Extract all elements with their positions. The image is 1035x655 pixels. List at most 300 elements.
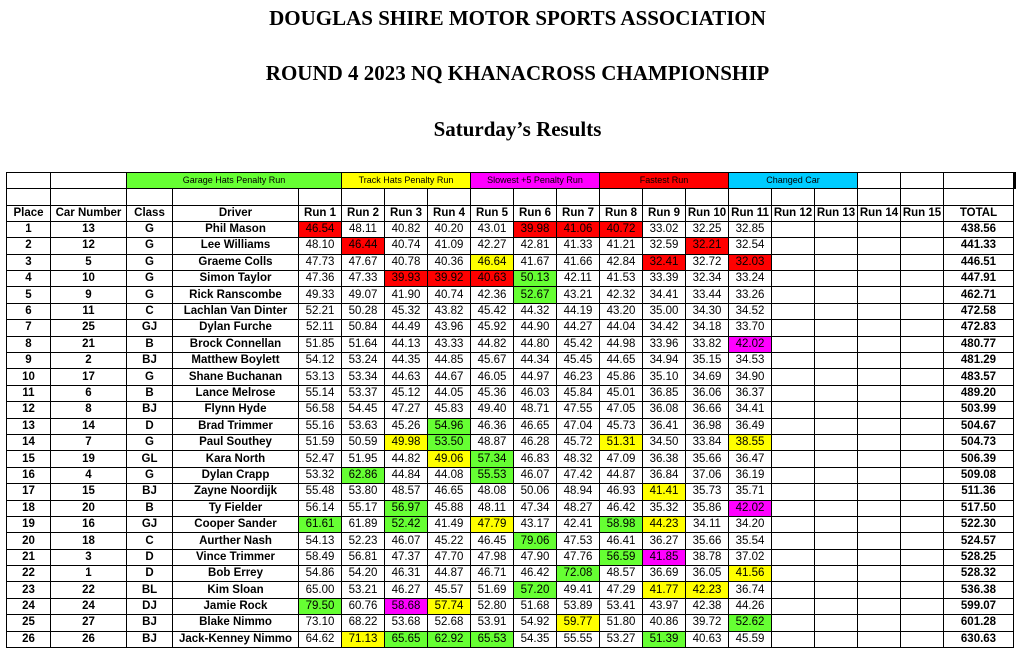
run-14-cell <box>858 631 901 647</box>
run-3-cell: 41.90 <box>385 287 428 303</box>
car-number-cell: 21 <box>51 336 127 352</box>
run-12-cell <box>772 598 815 614</box>
place-cell: 20 <box>7 533 51 549</box>
car-number-cell: 22 <box>51 582 127 598</box>
run-10-cell: 33.44 <box>686 287 729 303</box>
run-7-cell: 55.55 <box>557 631 600 647</box>
run-1-cell: 54.13 <box>299 533 342 549</box>
run-11-cell: 42.02 <box>729 500 772 516</box>
driver-cell: Vince Trimmer <box>173 549 299 565</box>
run-8-cell: 45.73 <box>600 418 643 434</box>
run-1-cell: 58.49 <box>299 549 342 565</box>
driver-cell: Zayne Noordijk <box>173 484 299 500</box>
car-number-cell: 6 <box>51 385 127 401</box>
run-14-cell <box>858 451 901 467</box>
run-9-cell: 36.08 <box>643 402 686 418</box>
run-3-cell: 48.57 <box>385 484 428 500</box>
car-number-cell: 17 <box>51 369 127 385</box>
run-1-cell: 55.14 <box>299 385 342 401</box>
run-2-cell: 48.11 <box>342 221 385 237</box>
run-5-cell: 43.01 <box>471 221 514 237</box>
run-7-cell: 48.27 <box>557 500 600 516</box>
run-4-cell: 43.82 <box>428 303 471 319</box>
total-cell: 506.39 <box>944 451 1014 467</box>
run-12-cell <box>772 451 815 467</box>
run-9-cell: 33.96 <box>643 336 686 352</box>
run-3-cell: 53.68 <box>385 615 428 631</box>
run-2-cell: 52.23 <box>342 533 385 549</box>
run-12-cell <box>772 287 815 303</box>
run-5-cell: 48.08 <box>471 484 514 500</box>
run-4-cell: 45.83 <box>428 402 471 418</box>
run-4-cell: 57.74 <box>428 598 471 614</box>
run-6-cell: 44.34 <box>514 353 557 369</box>
run-5-cell: 45.42 <box>471 303 514 319</box>
run-13-cell <box>815 238 858 254</box>
place-cell: 5 <box>7 287 51 303</box>
run-15-cell <box>901 221 944 237</box>
place-cell: 3 <box>7 254 51 270</box>
driver-cell: Dylan Furche <box>173 320 299 336</box>
driver-cell: Cooper Sander <box>173 516 299 532</box>
run-6-cell: 44.80 <box>514 336 557 352</box>
run-11-cell: 42.02 <box>729 336 772 352</box>
run-4-cell: 41.09 <box>428 238 471 254</box>
run-7-cell: 45.84 <box>557 385 600 401</box>
table-row <box>7 418 1016 434</box>
driver-cell: Jack-Kenney Nimmo <box>173 631 299 647</box>
run-6-cell: 41.67 <box>514 254 557 270</box>
run-10-cell: 32.25 <box>686 221 729 237</box>
run-4-cell: 45.88 <box>428 500 471 516</box>
run-7-cell: 47.55 <box>557 402 600 418</box>
run-10-cell: 37.06 <box>686 467 729 483</box>
run-5-cell: 48.11 <box>471 500 514 516</box>
run-10-cell: 42.38 <box>686 598 729 614</box>
table-row <box>7 582 1016 598</box>
run-3-cell: 44.63 <box>385 369 428 385</box>
run-15-cell <box>901 238 944 254</box>
run-11-cell: 32.03 <box>729 254 772 270</box>
run-15-cell <box>901 303 944 319</box>
class-cell: GL <box>127 451 173 467</box>
run-6-cell: 46.03 <box>514 385 557 401</box>
run-13-cell <box>815 418 858 434</box>
run-6-cell: 50.13 <box>514 271 557 287</box>
run-1-cell: 53.13 <box>299 369 342 385</box>
run-4-cell: 62.92 <box>428 631 471 647</box>
run-2-cell: 47.67 <box>342 254 385 270</box>
run-9-cell: 34.42 <box>643 320 686 336</box>
run-5-cell: 46.36 <box>471 418 514 434</box>
run-3-cell: 46.07 <box>385 533 428 549</box>
run-4-cell: 40.74 <box>428 287 471 303</box>
run-12-cell <box>772 467 815 483</box>
legend-row <box>7 173 1016 189</box>
place-cell: 7 <box>7 320 51 336</box>
run-2-cell: 54.45 <box>342 402 385 418</box>
run-3-cell: 45.26 <box>385 418 428 434</box>
run-10-cell: 36.98 <box>686 418 729 434</box>
run-2-cell: 53.80 <box>342 484 385 500</box>
run-13-cell <box>815 254 858 270</box>
total-cell: 504.67 <box>944 418 1014 434</box>
run-13-cell <box>815 271 858 287</box>
run-6-cell: 46.28 <box>514 434 557 450</box>
column-header-run-4: Run 4 <box>428 205 471 221</box>
run-10-cell: 33.82 <box>686 336 729 352</box>
run-11-cell: 33.24 <box>729 271 772 287</box>
column-header-run-12: Run 12 <box>772 205 815 221</box>
run-12-cell <box>772 484 815 500</box>
total-cell: 524.57 <box>944 533 1014 549</box>
run-6-cell: 44.97 <box>514 369 557 385</box>
driver-cell: Aurther Nash <box>173 533 299 549</box>
run-12-cell <box>772 516 815 532</box>
run-11-cell: 36.49 <box>729 418 772 434</box>
total-cell: 511.36 <box>944 484 1014 500</box>
class-cell: G <box>127 434 173 450</box>
run-9-cell: 33.39 <box>643 271 686 287</box>
run-6-cell: 44.90 <box>514 320 557 336</box>
total-cell: 472.83 <box>944 320 1014 336</box>
run-14-cell <box>858 271 901 287</box>
run-15-cell <box>901 500 944 516</box>
class-cell: GJ <box>127 320 173 336</box>
place-cell: 19 <box>7 516 51 532</box>
run-13-cell <box>815 336 858 352</box>
run-8-cell: 47.09 <box>600 451 643 467</box>
run-13-cell <box>815 615 858 631</box>
table-row <box>7 451 1016 467</box>
run-9-cell: 35.00 <box>643 303 686 319</box>
run-11-cell: 44.26 <box>729 598 772 614</box>
run-1-cell: 79.50 <box>299 598 342 614</box>
run-5-cell: 47.98 <box>471 549 514 565</box>
run-12-cell <box>772 320 815 336</box>
run-5-cell: 46.45 <box>471 533 514 549</box>
run-7-cell: 45.45 <box>557 353 600 369</box>
run-5-cell: 45.92 <box>471 320 514 336</box>
run-1-cell: 52.47 <box>299 451 342 467</box>
table-row <box>7 353 1016 369</box>
run-1-cell: 49.33 <box>299 287 342 303</box>
run-3-cell: 40.74 <box>385 238 428 254</box>
run-12-cell <box>772 631 815 647</box>
run-14-cell <box>858 434 901 450</box>
run-3-cell: 52.42 <box>385 516 428 532</box>
run-2-cell: 53.24 <box>342 353 385 369</box>
run-1-cell: 54.86 <box>299 566 342 582</box>
run-11-cell: 33.26 <box>729 287 772 303</box>
class-cell: G <box>127 369 173 385</box>
run-13-cell <box>815 582 858 598</box>
run-5-cell: 65.53 <box>471 631 514 647</box>
run-14-cell <box>858 582 901 598</box>
run-13-cell <box>815 385 858 401</box>
table-row <box>7 336 1016 352</box>
driver-cell: Simon Taylor <box>173 271 299 287</box>
legend-slowest-penalty: Slowest +5 Penalty Run <box>471 173 600 189</box>
run-4-cell: 40.20 <box>428 221 471 237</box>
run-9-cell: 34.41 <box>643 287 686 303</box>
run-5-cell: 42.27 <box>471 238 514 254</box>
run-6-cell: 57.20 <box>514 582 557 598</box>
run-12-cell <box>772 221 815 237</box>
run-7-cell: 59.77 <box>557 615 600 631</box>
run-7-cell: 41.33 <box>557 238 600 254</box>
run-4-cell: 43.33 <box>428 336 471 352</box>
car-number-cell: 3 <box>51 549 127 565</box>
table-row <box>7 484 1016 500</box>
class-cell: C <box>127 303 173 319</box>
place-cell: 14 <box>7 434 51 450</box>
run-3-cell: 44.35 <box>385 353 428 369</box>
run-8-cell: 42.32 <box>600 287 643 303</box>
class-cell: BJ <box>127 631 173 647</box>
run-15-cell <box>901 516 944 532</box>
run-8-cell: 53.27 <box>600 631 643 647</box>
run-9-cell: 41.77 <box>643 582 686 598</box>
car-number-cell: 2 <box>51 353 127 369</box>
total-cell: 438.56 <box>944 221 1014 237</box>
run-9-cell: 36.69 <box>643 566 686 582</box>
run-10-cell: 35.73 <box>686 484 729 500</box>
run-10-cell: 35.66 <box>686 533 729 549</box>
run-2-cell: 62.86 <box>342 467 385 483</box>
class-cell: BJ <box>127 484 173 500</box>
run-15-cell <box>901 484 944 500</box>
run-9-cell: 41.41 <box>643 484 686 500</box>
run-9-cell: 41.85 <box>643 549 686 565</box>
run-10-cell: 34.18 <box>686 320 729 336</box>
column-header-car-number: Car Number <box>51 205 127 221</box>
run-13-cell <box>815 369 858 385</box>
run-15-cell <box>901 287 944 303</box>
run-7-cell: 44.27 <box>557 320 600 336</box>
run-8-cell: 58.98 <box>600 516 643 532</box>
run-8-cell: 41.21 <box>600 238 643 254</box>
column-header-total: TOTAL <box>944 205 1014 221</box>
place-cell: 6 <box>7 303 51 319</box>
run-10-cell: 33.84 <box>686 434 729 450</box>
run-14-cell <box>858 385 901 401</box>
run-12-cell <box>772 254 815 270</box>
run-2-cell: 61.89 <box>342 516 385 532</box>
run-12-cell <box>772 369 815 385</box>
run-10-cell: 32.72 <box>686 254 729 270</box>
car-number-cell: 25 <box>51 320 127 336</box>
column-header-place: Place <box>7 205 51 221</box>
legend-garage-penalty: Garage Hats Penalty Run <box>127 173 342 189</box>
total-cell: 528.25 <box>944 549 1014 565</box>
table-row <box>7 615 1016 631</box>
run-6-cell: 46.07 <box>514 467 557 483</box>
run-1-cell: 48.10 <box>299 238 342 254</box>
run-4-cell: 44.85 <box>428 353 471 369</box>
class-cell: D <box>127 418 173 434</box>
run-2-cell: 50.84 <box>342 320 385 336</box>
run-8-cell: 45.86 <box>600 369 643 385</box>
run-12-cell <box>772 238 815 254</box>
run-14-cell <box>858 303 901 319</box>
run-6-cell: 51.68 <box>514 598 557 614</box>
column-header-run-9: Run 9 <box>643 205 686 221</box>
run-14-cell <box>858 287 901 303</box>
run-12-cell <box>772 549 815 565</box>
car-number-cell: 24 <box>51 598 127 614</box>
driver-cell: Shane Buchanan <box>173 369 299 385</box>
run-5-cell: 47.79 <box>471 516 514 532</box>
spacer-row <box>7 189 1016 206</box>
class-cell: G <box>127 467 173 483</box>
run-6-cell: 48.71 <box>514 402 557 418</box>
run-8-cell: 44.87 <box>600 467 643 483</box>
driver-cell: Lee Williams <box>173 238 299 254</box>
run-4-cell: 47.70 <box>428 549 471 565</box>
place-cell: 9 <box>7 353 51 369</box>
car-number-cell: 16 <box>51 516 127 532</box>
class-cell: C <box>127 533 173 549</box>
run-2-cell: 71.13 <box>342 631 385 647</box>
car-number-cell: 11 <box>51 303 127 319</box>
table-row <box>7 385 1016 401</box>
run-2-cell: 54.20 <box>342 566 385 582</box>
table-row <box>7 221 1016 237</box>
run-6-cell: 47.34 <box>514 500 557 516</box>
run-8-cell: 56.59 <box>600 549 643 565</box>
run-14-cell <box>858 238 901 254</box>
run-14-cell <box>858 221 901 237</box>
total-cell: 441.33 <box>944 238 1014 254</box>
run-8-cell: 48.57 <box>600 566 643 582</box>
run-7-cell: 47.76 <box>557 549 600 565</box>
run-10-cell: 35.15 <box>686 353 729 369</box>
run-14-cell <box>858 516 901 532</box>
results-title: Saturday’s Results <box>433 117 602 141</box>
table-row <box>7 533 1016 549</box>
run-14-cell <box>858 254 901 270</box>
run-3-cell: 49.98 <box>385 434 428 450</box>
run-2-cell: 46.44 <box>342 238 385 254</box>
class-cell: G <box>127 254 173 270</box>
run-8-cell: 43.20 <box>600 303 643 319</box>
run-14-cell <box>858 467 901 483</box>
run-1-cell: 64.62 <box>299 631 342 647</box>
run-5-cell: 49.40 <box>471 402 514 418</box>
run-15-cell <box>901 418 944 434</box>
run-7-cell: 46.23 <box>557 369 600 385</box>
run-15-cell <box>901 336 944 352</box>
run-7-cell: 47.53 <box>557 533 600 549</box>
run-4-cell: 44.05 <box>428 385 471 401</box>
run-8-cell: 46.93 <box>600 484 643 500</box>
column-header-run-3: Run 3 <box>385 205 428 221</box>
run-2-cell: 51.64 <box>342 336 385 352</box>
run-15-cell <box>901 566 944 582</box>
legend-track-penalty: Track Hats Penalty Run <box>342 173 471 189</box>
run-10-cell: 38.78 <box>686 549 729 565</box>
total-cell: 599.07 <box>944 598 1014 614</box>
table-row <box>7 271 1016 287</box>
run-9-cell: 35.10 <box>643 369 686 385</box>
run-13-cell <box>815 631 858 647</box>
car-number-cell: 5 <box>51 254 127 270</box>
table-row <box>7 303 1016 319</box>
run-5-cell: 45.36 <box>471 385 514 401</box>
run-4-cell: 45.22 <box>428 533 471 549</box>
run-8-cell: 40.72 <box>600 221 643 237</box>
run-4-cell: 45.57 <box>428 582 471 598</box>
column-header-run-13: Run 13 <box>815 205 858 221</box>
run-2-cell: 47.33 <box>342 271 385 287</box>
car-number-cell: 8 <box>51 402 127 418</box>
place-cell: 1 <box>7 221 51 237</box>
total-cell: 483.57 <box>944 369 1014 385</box>
run-1-cell: 54.12 <box>299 353 342 369</box>
run-3-cell: 47.27 <box>385 402 428 418</box>
run-3-cell: 39.93 <box>385 271 428 287</box>
run-11-cell: 34.41 <box>729 402 772 418</box>
run-7-cell: 47.04 <box>557 418 600 434</box>
run-13-cell <box>815 484 858 500</box>
place-cell: 18 <box>7 500 51 516</box>
car-number-cell: 1 <box>51 566 127 582</box>
run-14-cell <box>858 500 901 516</box>
run-8-cell: 51.31 <box>600 434 643 450</box>
run-1-cell: 51.85 <box>299 336 342 352</box>
run-15-cell <box>901 631 944 647</box>
driver-cell: Flynn Hyde <box>173 402 299 418</box>
place-cell: 23 <box>7 582 51 598</box>
run-9-cell: 40.86 <box>643 615 686 631</box>
run-2-cell: 51.95 <box>342 451 385 467</box>
run-9-cell: 36.85 <box>643 385 686 401</box>
run-3-cell: 65.65 <box>385 631 428 647</box>
run-8-cell: 44.04 <box>600 320 643 336</box>
run-13-cell <box>815 598 858 614</box>
run-11-cell: 52.62 <box>729 615 772 631</box>
run-11-cell: 36.19 <box>729 467 772 483</box>
run-14-cell <box>858 336 901 352</box>
run-14-cell <box>858 598 901 614</box>
run-5-cell: 40.63 <box>471 271 514 287</box>
run-14-cell <box>858 418 901 434</box>
championship-title: ROUND 4 2023 NQ KHANACROSS CHAMPIONSHIP <box>265 61 770 85</box>
run-1-cell: 56.14 <box>299 500 342 516</box>
run-13-cell <box>815 221 858 237</box>
place-cell: 2 <box>7 238 51 254</box>
run-14-cell <box>858 484 901 500</box>
table-row <box>7 500 1016 516</box>
run-11-cell: 34.90 <box>729 369 772 385</box>
run-9-cell: 36.27 <box>643 533 686 549</box>
run-8-cell: 46.42 <box>600 500 643 516</box>
run-13-cell <box>815 434 858 450</box>
run-4-cell: 54.96 <box>428 418 471 434</box>
run-1-cell: 52.11 <box>299 320 342 336</box>
run-7-cell: 72.08 <box>557 566 600 582</box>
run-11-cell: 45.59 <box>729 631 772 647</box>
run-10-cell: 34.30 <box>686 303 729 319</box>
run-15-cell <box>901 467 944 483</box>
table-row <box>7 467 1016 483</box>
run-7-cell: 42.41 <box>557 516 600 532</box>
run-4-cell: 43.96 <box>428 320 471 336</box>
run-6-cell: 46.42 <box>514 566 557 582</box>
run-10-cell: 34.69 <box>686 369 729 385</box>
car-number-cell: 13 <box>51 221 127 237</box>
